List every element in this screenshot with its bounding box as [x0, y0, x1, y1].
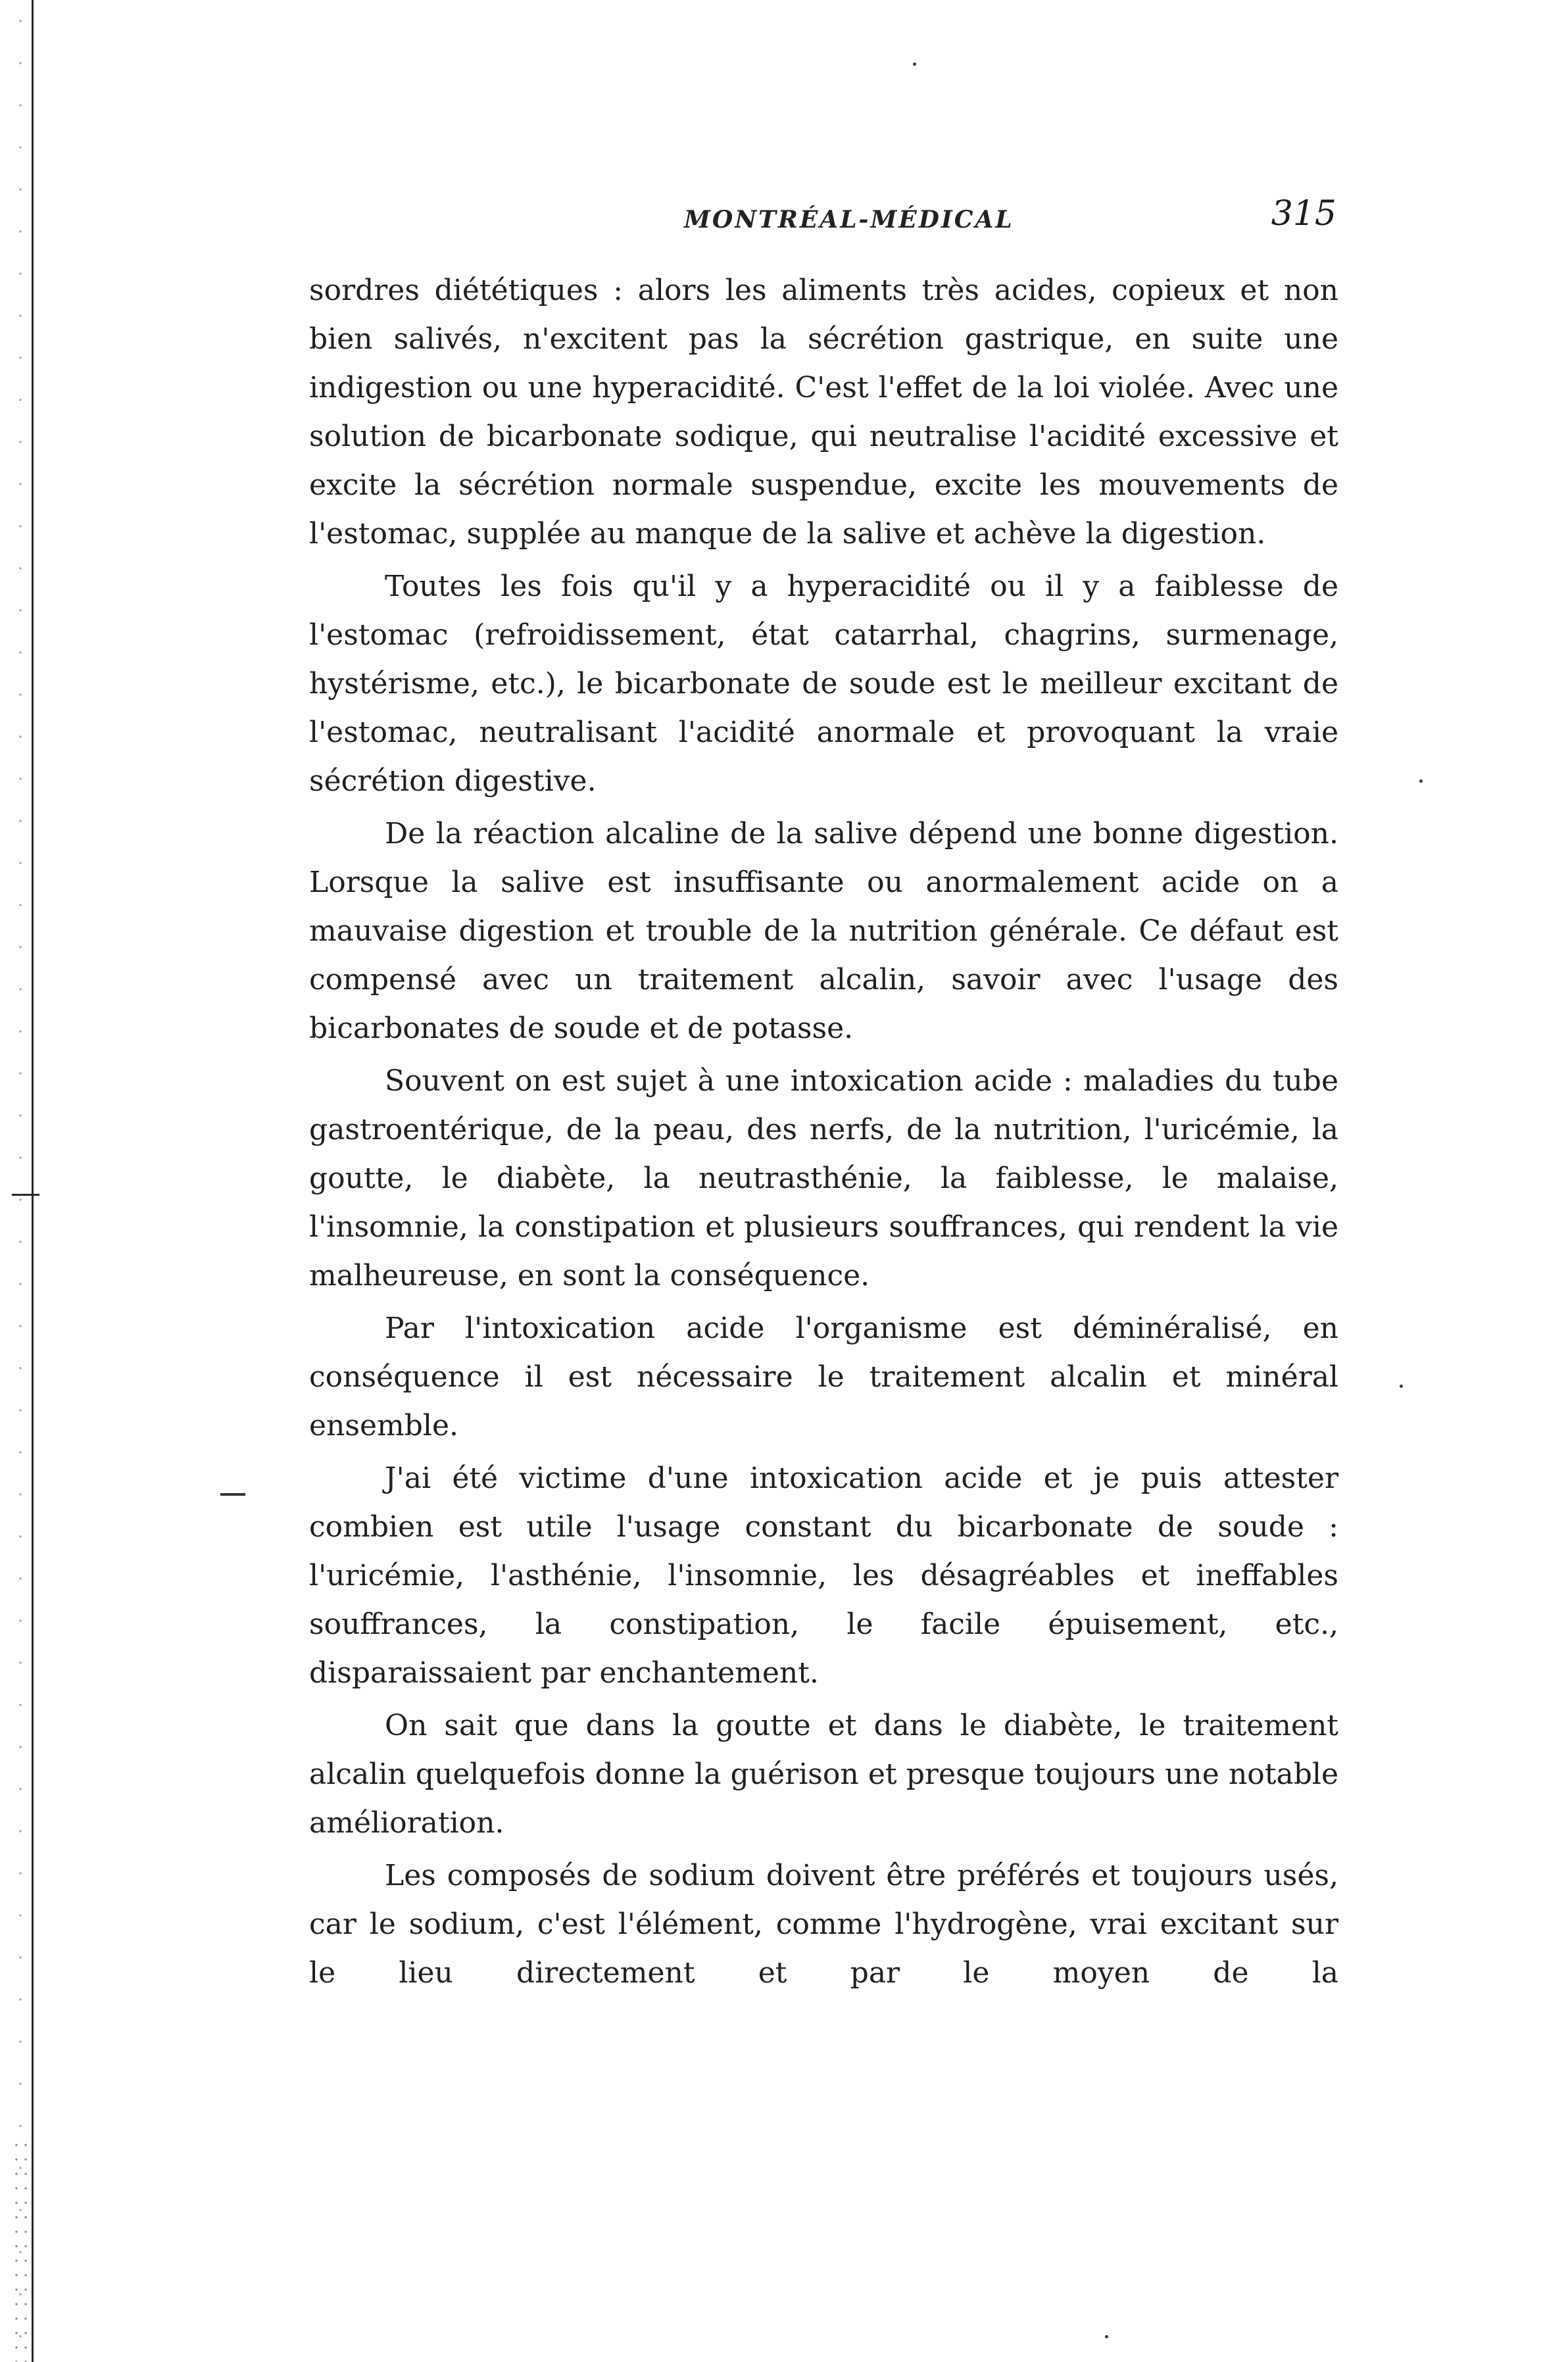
margin-tick-mark	[12, 1194, 39, 1196]
binding-margin-dots	[12, 0, 29, 2362]
paragraph: Toutes les fois qu'il y a hyperacidité ou il y a faiblesse de l'estomac (refroidissement, état catarrhal, chagrins, surmenage, hystérisme, etc.), le bicarbonate de soude est le meilleur excitant de l'estomac, neutralisant l'acidité anormale et provoquant la vraie sécrétion digestive.	[309, 570, 1338, 798]
paragraph: Par l'intoxication acide l'organisme est déminéralisé, en conséquence il est nécessaire le traitement alcalin et minéral ensemble.	[309, 1312, 1338, 1442]
ink-speck	[913, 62, 916, 66]
ink-speck	[1400, 1385, 1403, 1388]
paragraph: Souvent on est sujet à une intoxication acide : maladies du tube gastroentérique, de la peau, des nerfs, de la nutrition, l'uricémie, la goutte, le diabète, la neutrasthénie, la faiblesse, le malaise, l'insomnie, la constipation et plusieurs souffrances, qui rendent la vie malheureuse, en sont la conséquence.	[309, 1064, 1338, 1292]
page-header	[309, 194, 1348, 247]
paragraph: On sait que dans la goutte et dans le diabète, le traitement alcalin quelquefois donne la guérison et presque toujours une notable amélioration.	[309, 1709, 1338, 1840]
body-text	[309, 266, 1338, 2002]
page-edge-line	[32, 0, 34, 2362]
ink-speck	[1105, 2335, 1108, 2338]
paragraph: J'ai été victime d'une intoxication acide et je puis attester combien est utile l'usage constant du bicarbonate de soude : l'uricémie, l'asthénie, l'insomnie, les désagréables et ineffables souffrances, la constipation, le facile épuisement, etc., disparaissaient par enchantement.	[309, 1462, 1338, 1690]
page-number: 315	[1271, 194, 1336, 234]
running-head: MONTRÉAL-MÉDICAL	[684, 206, 1014, 234]
paragraph: De la réaction alcaline de la salive dépend une bonne digestion. Lorsque la salive est insuffisante ou anormalement acide on a mauvaise digestion et trouble de la nutrition générale. Ce défaut est compensé avec un traitement alcalin, savoir avec l'usage des bicarbonates de soude et de potasse.	[309, 817, 1338, 1045]
ink-speck	[1419, 779, 1423, 783]
paragraph: Les composés de sodium doivent être préférés et toujours usés, car le sodium, c'est l'élément, comme l'hydrogène, vrai excitant sur le lieu directement et par le moyen de la	[309, 1859, 1338, 1990]
paragraph: sordres diététiques : alors les aliments très acides, copieux et non bien salivés, n'excitent pas la sécrétion gastrique, en suite une indigestion ou une hyperacidité. C'est l'effet de la loi violée. Avec une solution de bicarbonate sodique, qui neutralise l'acidité excessive et excite la sécrétion normale suspendue, excite les mouvements de l'estomac, supplée au manque de la salive et achève la digestion.	[309, 274, 1338, 551]
margin-dash-mark	[220, 1493, 245, 1496]
binding-margin-dots-lower	[12, 2138, 29, 2362]
